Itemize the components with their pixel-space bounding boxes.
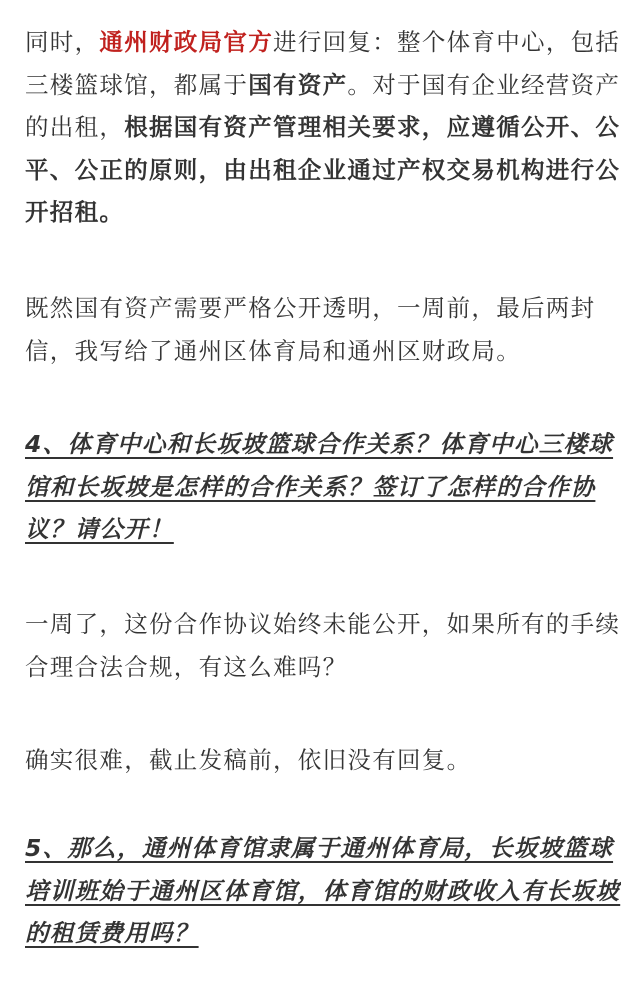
text-line: 一周了，这份合作协议始终未能公开，如果所有的手续 bbox=[25, 610, 621, 638]
text-line: 开招租。 bbox=[25, 198, 125, 226]
bold-state-assets: 国有资产 bbox=[248, 70, 348, 99]
question-line: 的租赁费用吗？ bbox=[25, 919, 199, 947]
question-line: 培训班始于通州区体育馆，体育馆的财政收入有长坂坡 bbox=[25, 876, 621, 905]
question-line: 5、那么，通州体育馆隶属于通州体育局，长坂坡篮球 bbox=[25, 834, 614, 862]
text-line: 合理合法合规，有这么难吗？ bbox=[25, 652, 348, 681]
paragraph-finance-bureau-reply bbox=[25, 21, 620, 234]
text-line: 平、公正的原则，由出租企业通过产权交易机构进行公 bbox=[25, 155, 621, 184]
paragraph-no-reply bbox=[25, 739, 471, 782]
question-line: 4、体育中心和长坂坡篮球合作关系？体育中心三楼球 bbox=[25, 430, 614, 458]
text-line bbox=[25, 21, 620, 64]
question-line: 馆和长坂坡是怎样的合作关系？签订了怎样的合作协 bbox=[25, 472, 596, 501]
text-line bbox=[25, 64, 620, 107]
highlight-finance-bureau: 通州财政局官方 bbox=[99, 28, 274, 56]
text-span: 的出租， bbox=[25, 113, 125, 141]
text-span: 同时， bbox=[25, 28, 100, 56]
text-line bbox=[25, 106, 620, 149]
paragraph-letters bbox=[25, 287, 595, 372]
text-line: 确实很难，截止发稿前，依旧没有回复。 bbox=[25, 746, 472, 774]
text-line: 既然国有资产需要严格公开透明，一周前，最后两封 bbox=[25, 294, 596, 322]
question-5 bbox=[25, 827, 620, 955]
question-4 bbox=[25, 423, 613, 551]
text-line: 信，我写给了通州区体育局和通州区财政局。 bbox=[25, 336, 521, 365]
bold-requirement: 根据国有资产管理相关要求，应遵循公开、公 bbox=[124, 113, 621, 141]
text-span: 。对于国有企业经营资产 bbox=[347, 70, 621, 99]
question-line: 议？请公开！ bbox=[25, 515, 174, 543]
text-span: 进行回复：整个体育中心，包括 bbox=[273, 28, 621, 56]
paragraph-one-week bbox=[25, 603, 620, 688]
text-span: 三楼篮球馆，都属于 bbox=[25, 70, 249, 99]
